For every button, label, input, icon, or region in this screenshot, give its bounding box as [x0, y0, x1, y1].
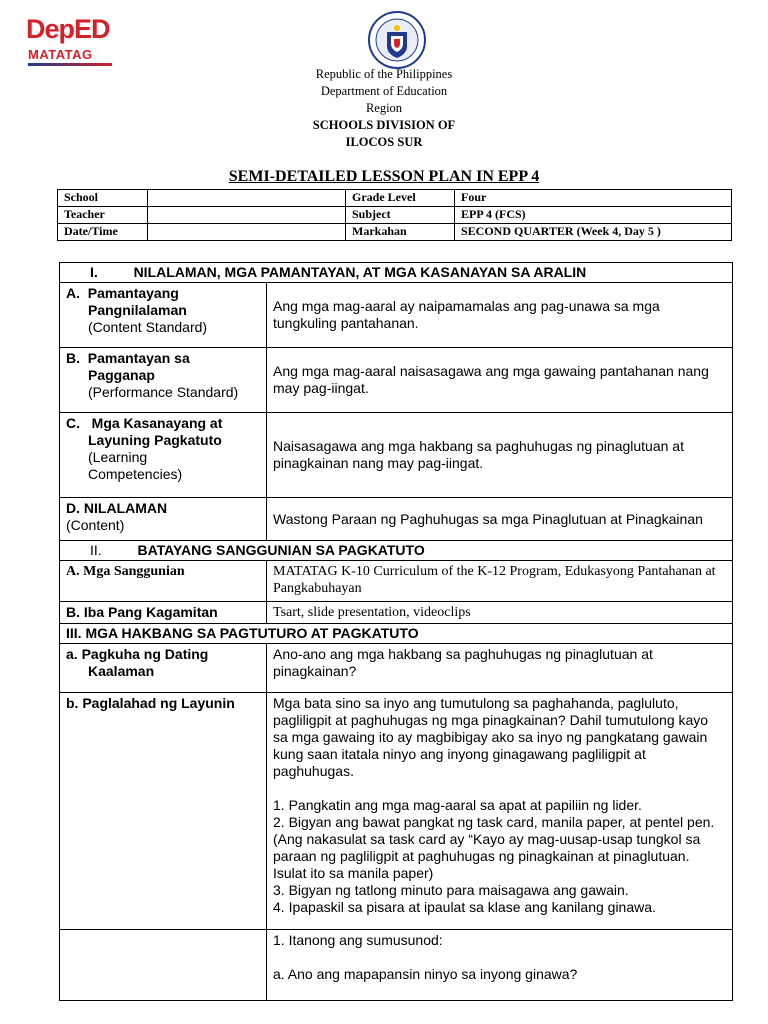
subject-label: Subject: [346, 207, 455, 224]
deped-matatag-logo: [26, 14, 116, 72]
content-standard-letter: A.: [66, 285, 80, 301]
deped-logo-text: DepED: [26, 14, 110, 44]
learning-competencies-label-4: Competencies): [88, 466, 183, 482]
questions-content: [267, 930, 733, 1001]
agency-header: [0, 66, 768, 151]
content-row: [60, 498, 733, 541]
materials-label: B. Iba Pang Kagamitan: [60, 602, 267, 624]
questions-row: [60, 930, 733, 1001]
section-3-title: III. MGA HAKBANG SA PAGTUTURO AT PAGKATUTO: [60, 624, 733, 644]
objective-label: b. Paglalahad ng Layunin: [60, 693, 267, 930]
school-value: [148, 190, 346, 207]
prior-knowledge-text: Ano-ano ang mga hakbang sa paghuhugas ng pinaglutuan at pinagkainan?: [267, 644, 733, 693]
content-standard-text: Ang mga mag-aaral ay naipamamalas ang pag-unawa sa mga tungkuling pantahanan.: [267, 283, 733, 348]
performance-standard-label-3: (Performance Standard): [88, 384, 239, 400]
references-row: [60, 561, 733, 602]
subject-value: EPP 4 (FCS): [455, 207, 732, 224]
school-label: School: [58, 190, 148, 207]
matatag-logo-text: MATATAG: [28, 47, 93, 62]
objective-paragraph: Mga bata sino sa inyo ang tumutulong sa paghahanda, pagluluto, pagliligpit at paghuhugas ng mga pinagkainan? Dahil tumutulong kayo sa mga gawaing ito ay magbibigay ako sa inyo ng pangkatang gawain kung saan itatala ninyo ang inyong ginagawang pagliligpit at paghuhugas.: [273, 695, 709, 779]
info-row-teacher: [58, 207, 732, 224]
references-label: A. Mga Sanggunian: [60, 561, 267, 602]
teacher-value: [148, 207, 346, 224]
section-1-number: I.: [90, 264, 98, 280]
prior-knowledge-label-2: Kaalaman: [88, 663, 155, 679]
performance-standard-label-2: Pagganap: [88, 367, 155, 383]
section-2-number: II.: [90, 542, 102, 558]
performance-standard-text: Ang mga mag-aaral naisasagawa ang mga gawaing pantahanan nang may pag-iingat.: [267, 348, 733, 413]
prior-knowledge-label: [60, 644, 267, 693]
objective-task-card-note: (Ang nakasulat sa task card ay “Kayo ay mag-uusap-usap tungkol sa paraan ng pagliligpit at paghuhugas ng pinagkainan at pinaglutuan. Isulat ito sa manila paper): [273, 831, 701, 881]
performance-standard-label-1: Pamantayan sa: [87, 350, 190, 366]
questions-line-1: 1. Itanong ang sumusunod:: [273, 932, 443, 948]
header-line-region: Region: [365, 101, 403, 115]
lesson-info-table: [57, 189, 732, 241]
section-1-title: NILALAMAN, MGA PAMANTAYAN, AT MGA KASANAYAN SA ARALIN: [133, 264, 587, 280]
learning-competencies-label-2: Layuning Pagkatuto: [88, 432, 222, 448]
section-1-header: [60, 263, 733, 283]
performance-standard-row: [60, 348, 733, 413]
section-3-header: [60, 624, 733, 644]
questions-line-2: a. Ano ang mapapansin ninyo sa inyong ginawa?: [273, 966, 578, 982]
deped-seal-icon: [367, 10, 427, 70]
markahan-label: Markahan: [346, 224, 455, 241]
questions-label: [60, 930, 267, 1001]
content-standard-label-1: Pamantayang: [87, 285, 179, 301]
references-text: MATATAG K-10 Curriculum of the K-12 Program, Edukasyong Pantahanan at Pangkabuhayan: [267, 561, 733, 602]
prior-knowledge-row: [60, 644, 733, 693]
content-label-1: D. NILALAMAN: [66, 500, 168, 516]
content-text: Wastong Paraan ng Paghuhugas sa mga Pinaglutuan at Pinagkainan: [267, 498, 733, 541]
objective-step-4: 4. Ipapaskil sa pisara at ipaulat sa klase ang kanilang ginawa.: [273, 899, 656, 915]
section-2-header: [60, 541, 733, 561]
content-standard-row: [60, 283, 733, 348]
learning-competencies-row: [60, 413, 733, 498]
performance-standard-letter: B.: [66, 350, 80, 366]
content-label: [60, 498, 267, 541]
info-row-date: [58, 224, 732, 241]
objective-step-3: 3. Bigyan ng tatlong minuto para maisagawa ang gawain.: [273, 882, 629, 898]
performance-standard-label: [60, 348, 267, 413]
date-time-label: Date/Time: [58, 224, 148, 241]
learning-competencies-label-3: (Learning: [88, 449, 148, 465]
objective-step-1: 1. Pangkatin ang mga mag-aaral sa apat at papiliin ng lider.: [273, 797, 642, 813]
teacher-label: Teacher: [58, 207, 148, 224]
objective-step-2: 2. Bigyan ang bawat pangkat ng task card, manila paper, at pentel pen.: [273, 814, 715, 830]
learning-competencies-letter: C.: [66, 415, 80, 431]
header-line-republic: Republic of the Philippines: [315, 67, 453, 81]
materials-row: [60, 602, 733, 624]
header-line-department: Department of Education: [320, 84, 448, 98]
markahan-value: SECOND QUARTER (Week 4, Day 5 ): [455, 224, 732, 241]
content-standard-label-2: Pangnilalaman: [88, 302, 187, 318]
learning-competencies-label-1: Mga Kasanayang at: [91, 415, 223, 431]
materials-text: Tsart, slide presentation, videoclips: [267, 602, 733, 624]
prior-knowledge-label-1: a. Pagkuha ng Dating: [66, 646, 209, 662]
info-row-school: [58, 190, 732, 207]
grade-level-value: Four: [455, 190, 732, 207]
grade-level-label: Grade Level: [346, 190, 455, 207]
learning-competencies-label: [60, 413, 267, 498]
content-label-2: (Content): [66, 517, 125, 533]
content-standard-label-3: (Content Standard): [88, 319, 208, 335]
learning-competencies-text: Naisasagawa ang mga hakbang sa paghuhugas ng pinaglutuan at pinagkainan nang may pag-iingat.: [267, 413, 733, 498]
objective-content: [267, 693, 733, 930]
objective-row: [60, 693, 733, 930]
header-line-division: SCHOOLS DIVISION OF: [312, 118, 456, 132]
lesson-content-table: [59, 262, 733, 1001]
date-time-value: [148, 224, 346, 241]
content-standard-label: [60, 283, 267, 348]
header-line-province: ILOCOS SUR: [345, 135, 423, 149]
section-2-title: BATAYANG SANGGUNIAN SA PAGKATUTO: [137, 542, 425, 558]
lesson-plan-title: SEMI-DETAILED LESSON PLAN IN EPP 4: [228, 168, 540, 185]
